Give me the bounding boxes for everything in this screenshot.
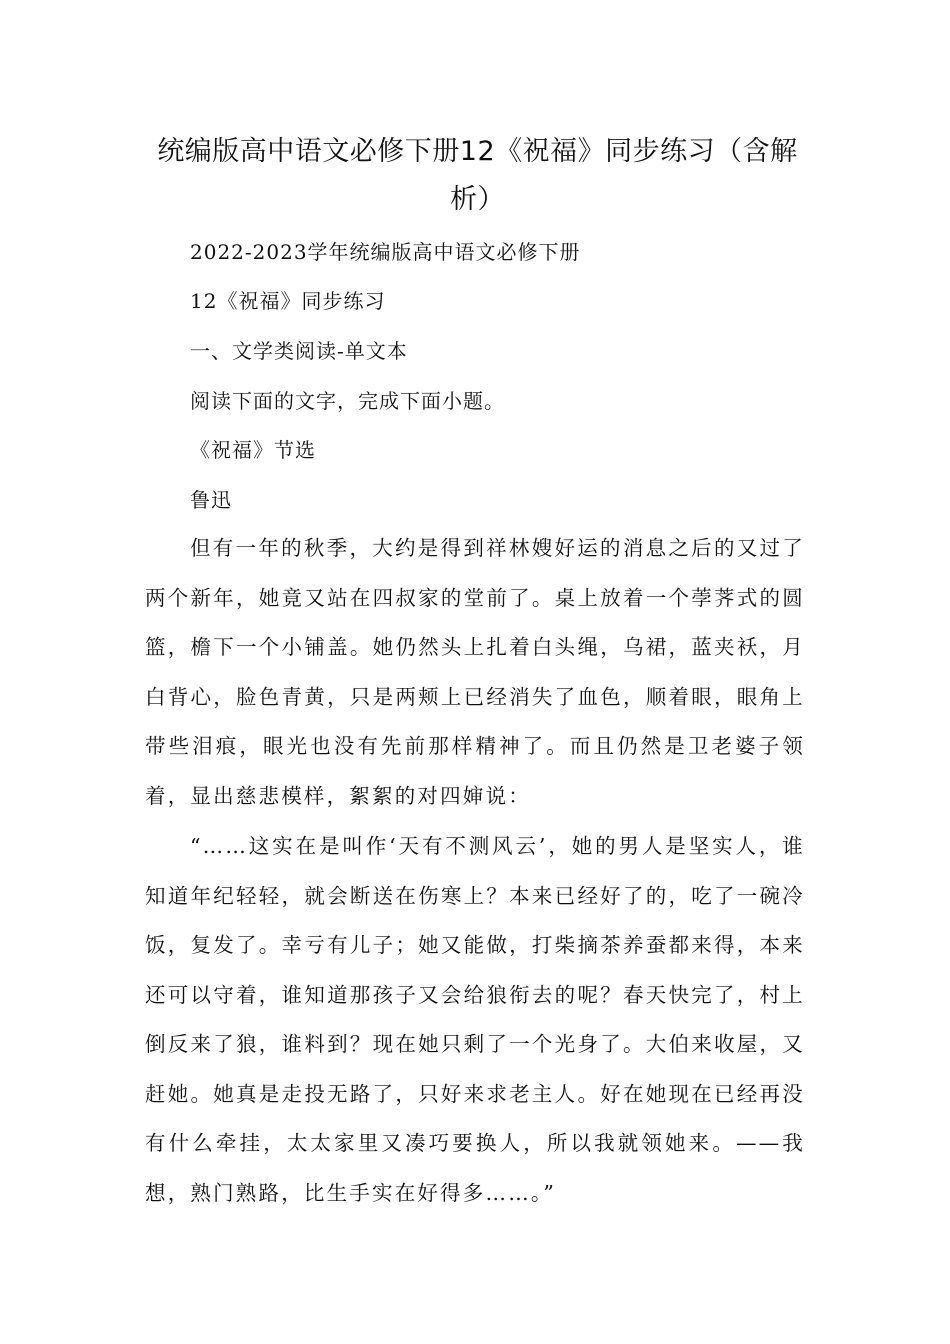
body-paragraph: 但有一年的秋季，大约是得到祥林嫂好运的消息之后的又过了两个新年，她竟又站在四叔家的堂前了。桌上放着一个荸荠式的圆篮，檐下一个小铺盖。她仍然头上扎着白头绳，乌裙，蓝夹袄，月白背心，脸色青黄，只是两颊上已经消失了血色，顺着眼，眼角上带些泪痕，眼光也没有先前那样精神了。而且仍然是卫老婆子领着，显出慈悲模样，絮絮的对四婶说：: [145, 536, 805, 808]
lesson-line: 12《祝福》同步练习: [190, 289, 386, 313]
body-paragraph: “……这实在是叫作‘天有不测风云’，她的男人是坚实人，谁知道年纪轻轻，就会断送在伤寒上？本来已经好了的，吃了一碗冷饭，复发了。幸亏有儿子；她又能做，打柴摘茶养蚕都来得，本来还可以守着，谁知道那孩子又会给狼衔去的呢？春天快完了，村上倒反来了狼，谁料到？现在她只剩了一个光身了。大伯来收屋，又赶她。她真是走投无路了，只好来求老主人。好在她现在已经再没有什么牵挂，太太家里又凑巧要换人，所以我就领她来。——我想，熟门熟路，比生手实在好得多……。”: [145, 834, 805, 1205]
instruction-line: 阅读下面的文字，完成下面小题。: [190, 389, 505, 413]
author-line: 鲁迅: [190, 488, 232, 512]
section-heading: 一、文学类阅读-单文本: [190, 339, 408, 363]
document-title: 统编版高中语文必修下册12《祝福》同步练习（含解析）: [157, 136, 798, 215]
excerpt-title: 《祝福》节选: [190, 438, 316, 462]
subtitle-line: 2022-2023学年统编版高中语文必修下册: [190, 240, 581, 264]
